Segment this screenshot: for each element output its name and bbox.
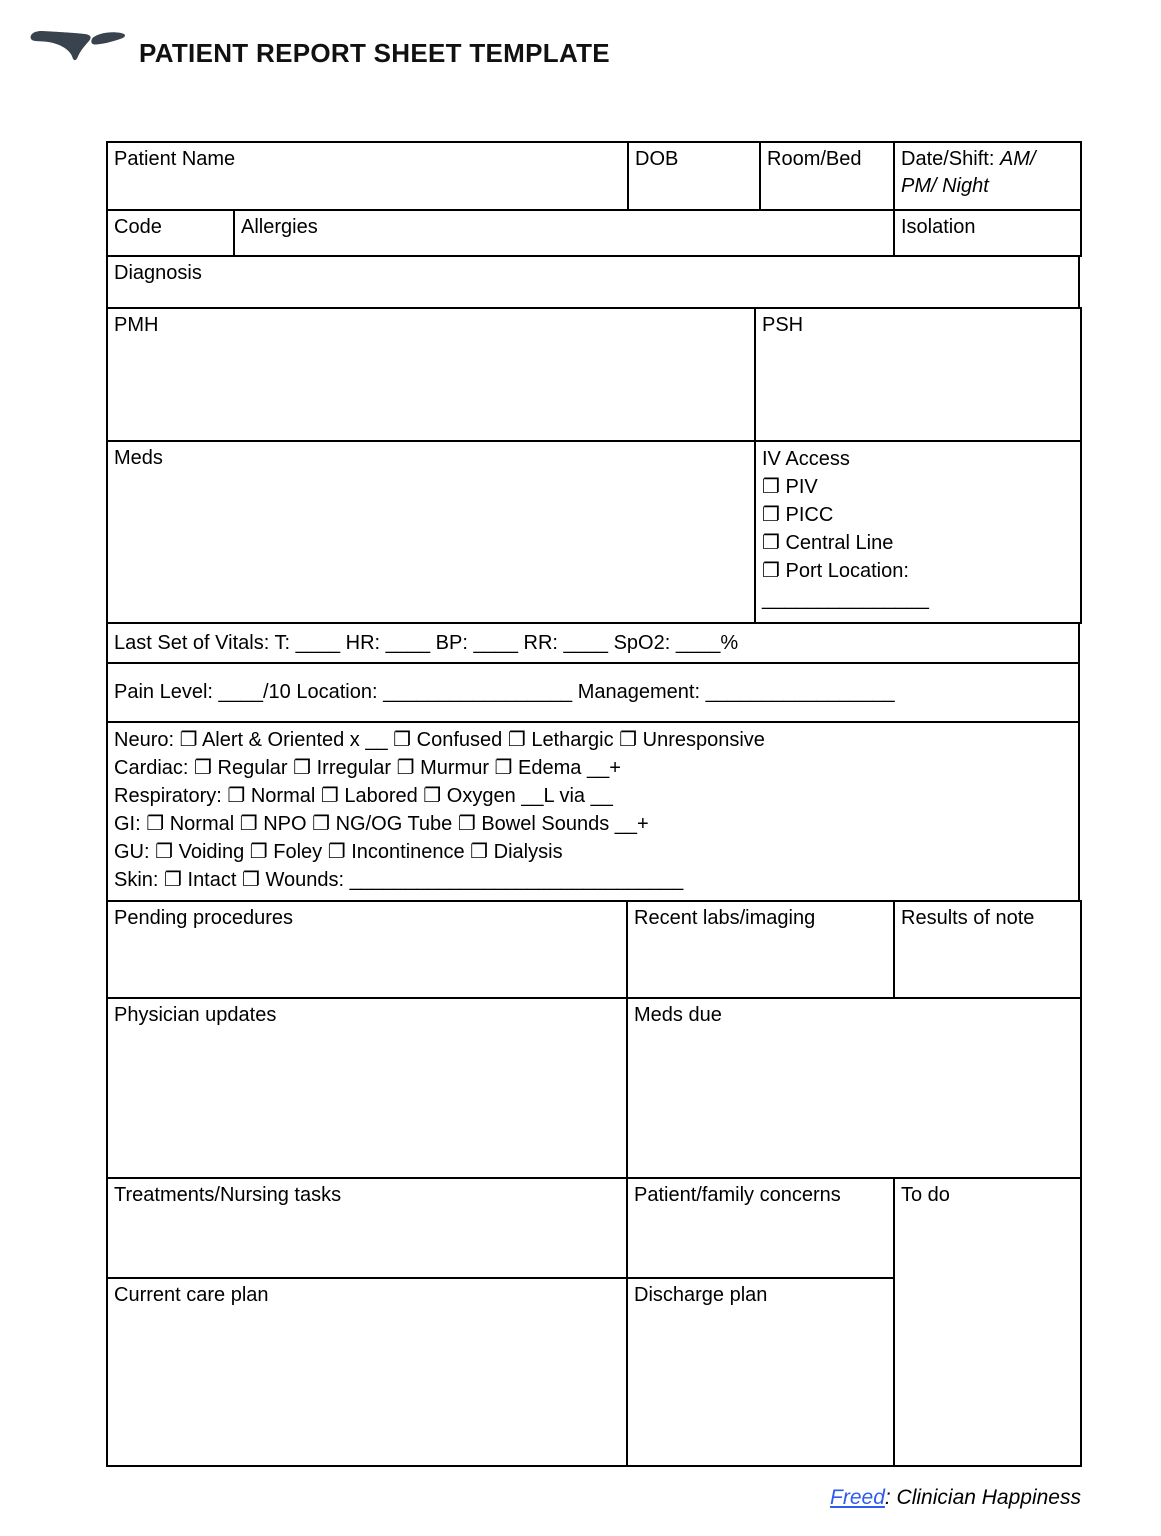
section-history [106, 307, 1082, 442]
date-shift-label: Date/Shift: [901, 148, 1000, 170]
page-header [0, 0, 1161, 100]
cell-physician-updates: Physician updates [107, 998, 627, 1178]
section-meds-iv [106, 440, 1082, 624]
footer-credit [830, 1486, 1081, 1510]
cell-psh: PSH [755, 308, 1081, 441]
section-diagnosis [106, 255, 1080, 309]
cell-diagnosis: Diagnosis [107, 256, 1079, 308]
cell-current-care-plan: Current care plan [107, 1278, 627, 1466]
date-shift-options: AM/ PM/ Night [901, 148, 1036, 197]
assessment-skin: Skin: ❐ Intact ❐ Wounds: ______________________________ [114, 869, 684, 891]
freed-bird-logo-icon [27, 28, 127, 62]
iv-port-location-blank: _______________ [762, 588, 929, 610]
cell-vitals: Last Set of Vitals: T: ____ HR: ____ BP: ____ RR: ____ SpO2: ____% [107, 623, 1079, 663]
cell-patient-name: Patient Name [107, 142, 628, 210]
assessment-neuro: Neuro: ❐ Alert & Oriented x __ ❐ Confused ❐ Lethargic ❐ Unresponsive [114, 729, 765, 751]
section-updates-meds-due [106, 997, 1082, 1179]
cell-recent-labs: Recent labs/imaging [627, 901, 894, 998]
iv-option-central-line: ❐ Central Line [762, 532, 894, 554]
section-pending-labs [106, 900, 1082, 999]
cell-date-shift [894, 142, 1081, 210]
cell-meds: Meds [107, 441, 755, 623]
cell-results-of-note: Results of note [894, 901, 1081, 998]
section-pain [106, 662, 1080, 723]
cell-allergies: Allergies [234, 210, 894, 256]
cell-isolation: Isolation [894, 210, 1081, 256]
assessment-cardiac: Cardiac: ❐ Regular ❐ Irregular ❐ Murmur ❐ Edema __+ [114, 757, 621, 779]
section-vitals [106, 622, 1080, 664]
cell-pmh: PMH [107, 308, 755, 441]
cell-dob: DOB [628, 142, 760, 210]
page-title: PATIENT REPORT SHEET TEMPLATE [139, 38, 610, 68]
cell-iv-access [755, 441, 1081, 623]
cell-meds-due: Meds due [627, 998, 1081, 1178]
assessment-respiratory: Respiratory: ❐ Normal ❐ Labored ❐ Oxygen __L via __ [114, 785, 613, 807]
section-identity [106, 141, 1082, 211]
section-plans [106, 1177, 1082, 1467]
cell-assessment [107, 722, 1079, 901]
cell-discharge-plan: Discharge plan [627, 1278, 894, 1466]
patient-report-sheet [106, 141, 1080, 1467]
assessment-gu: GU: ❐ Voiding ❐ Foley ❐ Incontinence ❐ Dialysis [114, 841, 563, 863]
cell-todo: To do [894, 1178, 1081, 1466]
iv-option-piv: ❐ PIV [762, 476, 818, 498]
iv-option-port-location: ❐ Port Location: [762, 560, 909, 582]
cell-code: Code [107, 210, 234, 256]
cell-family-concerns: Patient/family concerns [627, 1178, 894, 1278]
section-assessment [106, 721, 1080, 902]
cell-treatments: Treatments/Nursing tasks [107, 1178, 627, 1278]
cell-pain: Pain Level: ____/10 Location: _________________ Management: _________________ [107, 663, 1079, 722]
freed-link[interactable]: Freed [830, 1486, 885, 1509]
footer-tagline: : Clinician Happiness [884, 1486, 1081, 1509]
section-code-allergies [106, 209, 1082, 257]
iv-option-picc: ❐ PICC [762, 504, 834, 526]
iv-access-title: IV Access [762, 448, 850, 470]
cell-room-bed: Room/Bed [760, 142, 894, 210]
cell-pending-procedures: Pending procedures [107, 901, 627, 998]
assessment-gi: GI: ❐ Normal ❐ NPO ❐ NG/OG Tube ❐ Bowel Sounds __+ [114, 813, 649, 835]
